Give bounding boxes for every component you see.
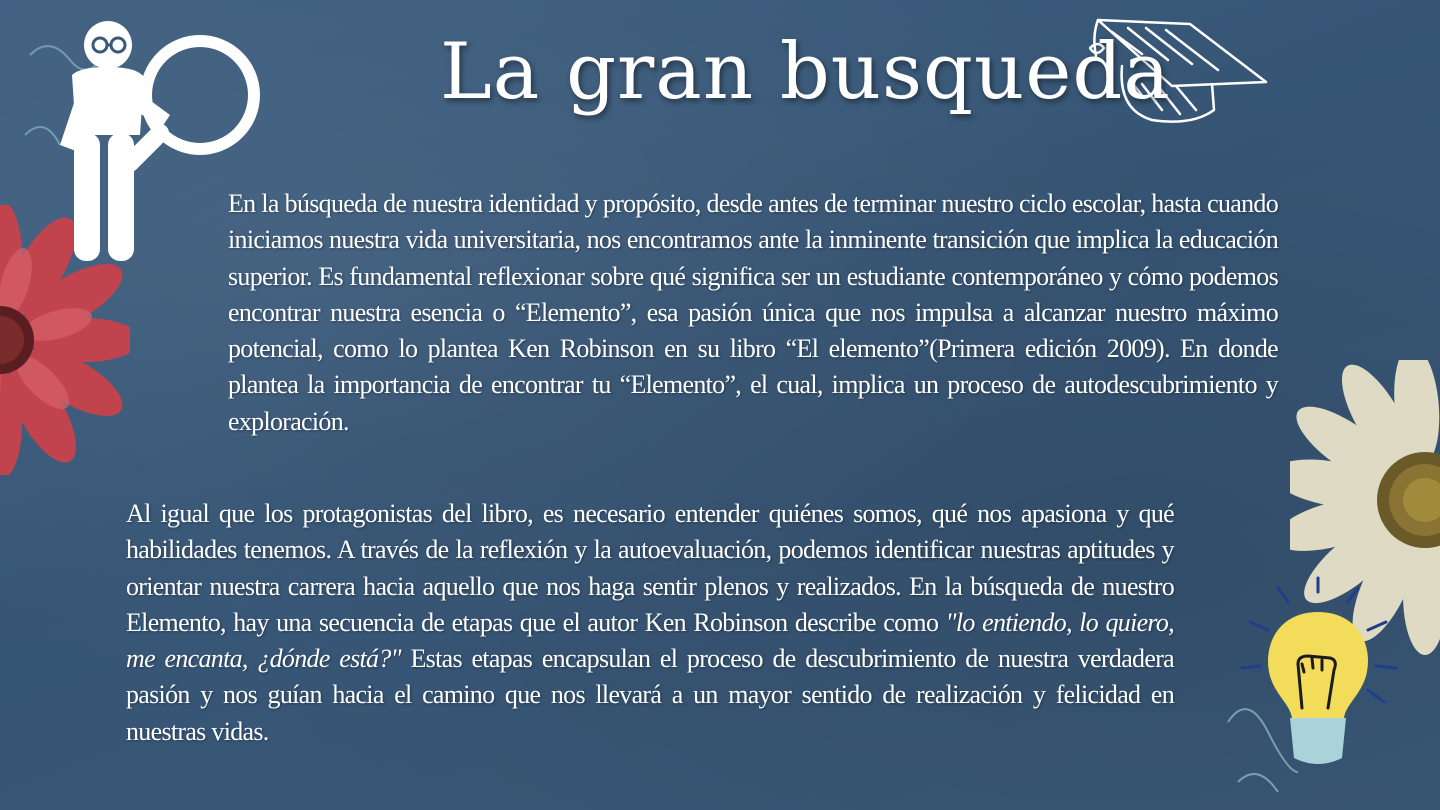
second-paragraph [126, 496, 1174, 750]
lightbulb-icon [1218, 572, 1418, 802]
robinson-stages-quote: "lo entiendo, lo quiero, me encanta, ¿dónde está?" [126, 607, 1174, 674]
slide-title: La gran busqueda [440, 27, 1171, 117]
second-paragraph-text-end: Estas etapas encapsulan el proceso de descubrimiento de nuestra verdadera pasión y nos guían hacia el camino que nos llevará a un mayor sentido de realización y felicidad en nuestras vidas. [126, 644, 1174, 746]
intro-paragraph: En la búsqueda de nuestra identidad y propósito, desde antes de terminar nuestro ciclo escolar, hasta cuando iniciamos nuestra vida universitaria, nos encontramos ante la inminente transición que implica la educación superior. Es fundamental reflexionar sobre qué significa ser un estudiante contemporáneo y cómo podemos encontrar nuestra esencia o “Elemento”, esa pasión única que nos impulsa a alcanzar nuestro máximo potencial, como lo plantea Ken Robinson en su libro “El elemento”(Primera edición 2009). En donde plantea la importancia de encontrar tu “Elemento”, el cual, implica un proceso de autodescubrimiento y exploración. [228, 189, 1278, 436]
second-paragraph-text-start: Al igual que los protagonistas del libro, es necesario entender quiénes somos, qué nos apasiona y qué habilidades tenemos. A través de la reflexión y la autoevaluación, podemos identificar nuestras aptitudes y orientar nuestra carrera hacia aquello que nos haga sentir plenos y realizados. En la búsqueda de nuestro Elemento, hay una secuencia de etapas que el autor Ken Robinson describe como [126, 499, 1174, 637]
magnifying-glass-person-icon [20, 15, 260, 275]
